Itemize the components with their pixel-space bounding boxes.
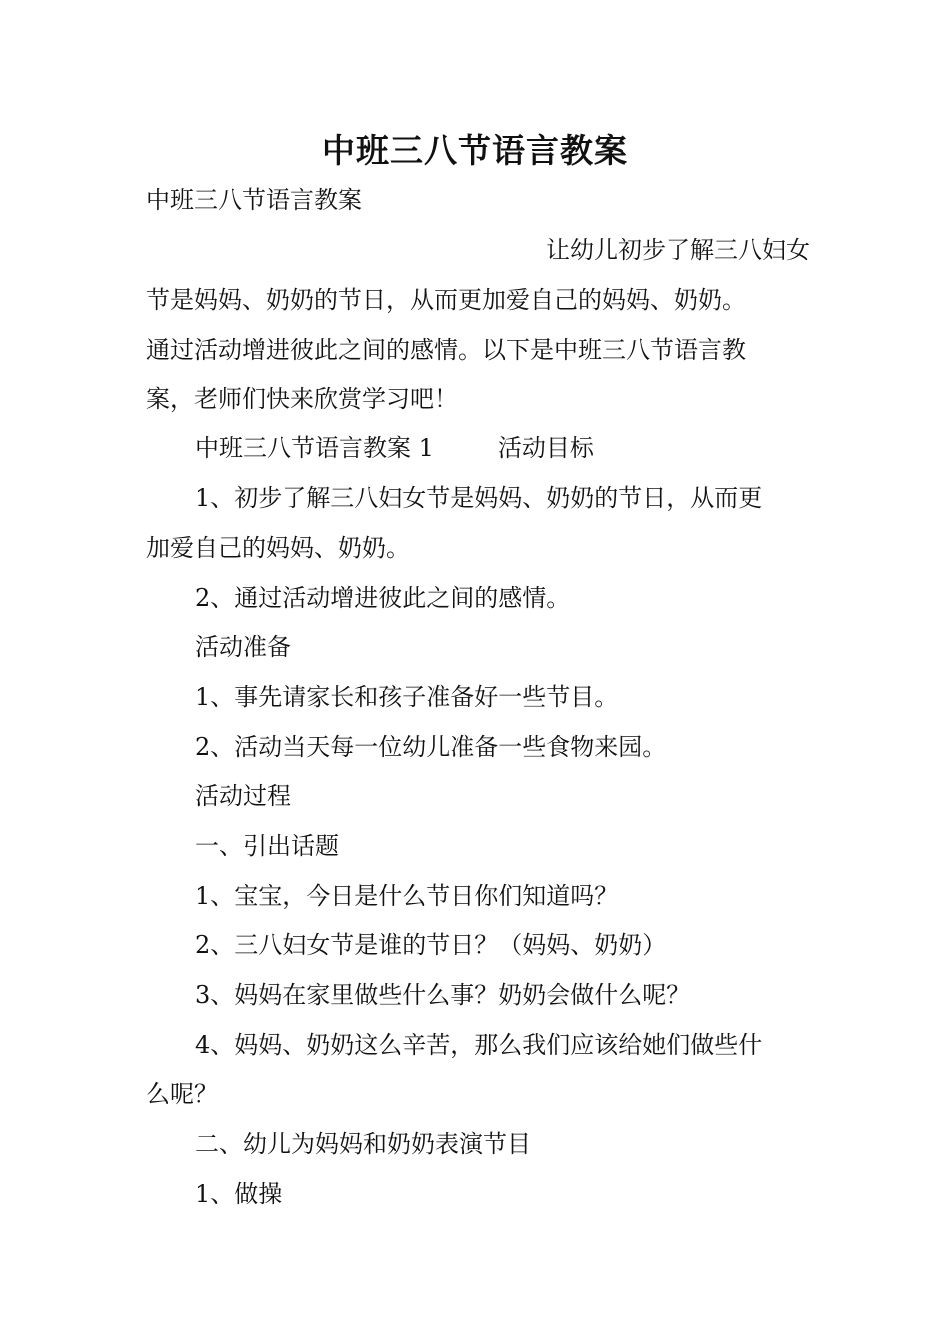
part1-heading: 一、引出话题 xyxy=(195,832,339,860)
part1-line-1: 1、宝宝，今日是什么节日你们知道吗？ xyxy=(195,882,619,910)
part1-line-4: 4、妈妈、奶奶这么辛苦，那么我们应该给她们做些什 xyxy=(195,1031,763,1059)
intro-line-3: 通过活动增进彼此之间的感情。以下是中班三八节语言教 xyxy=(146,336,746,364)
section-heading-label: 中班三八节语言教案 1 xyxy=(195,434,434,462)
intro-line-1: 让幼儿初步了解三八妇女 xyxy=(546,236,810,264)
intro-line-4: 案，老师们快来欣赏学习吧！ xyxy=(146,385,458,413)
section-heading-goal: 活动目标 xyxy=(497,434,594,462)
part1-line-3: 3、妈妈在家里做些什么事？奶奶会做什么呢？ xyxy=(195,981,691,1009)
goal-line-3: 2、通过活动增进彼此之间的感情。 xyxy=(195,584,571,612)
document-title: 中班三八节语言教案 xyxy=(322,131,628,170)
process-heading: 活动过程 xyxy=(195,782,291,810)
intro-line-2: 节是妈妈、奶奶的节日，从而更加爱自己的妈妈、奶奶。 xyxy=(146,286,746,314)
prep-heading: 活动准备 xyxy=(195,633,291,661)
goal-line-2: 加爱自己的妈妈、奶奶。 xyxy=(146,534,410,562)
section-heading xyxy=(195,428,810,468)
part2-line-1: 1、做操 xyxy=(195,1180,283,1208)
goal-line-1: 1、初步了解三八妇女节是妈妈、奶奶的节日，从而更 xyxy=(195,484,763,512)
document-subtitle: 中班三八节语言教案 xyxy=(146,186,362,214)
part1-line-2: 2、三八妇女节是谁的节日？（妈妈、奶奶） xyxy=(195,931,667,959)
part2-heading: 二、幼儿为妈妈和奶奶表演节目 xyxy=(195,1130,531,1158)
prep-line-2: 2、活动当天每一位幼儿准备一些食物来园。 xyxy=(195,733,667,761)
part1-line-5: 么呢？ xyxy=(146,1080,218,1108)
prep-line-1: 1、事先请家长和孩子准备好一些节目。 xyxy=(195,683,619,711)
